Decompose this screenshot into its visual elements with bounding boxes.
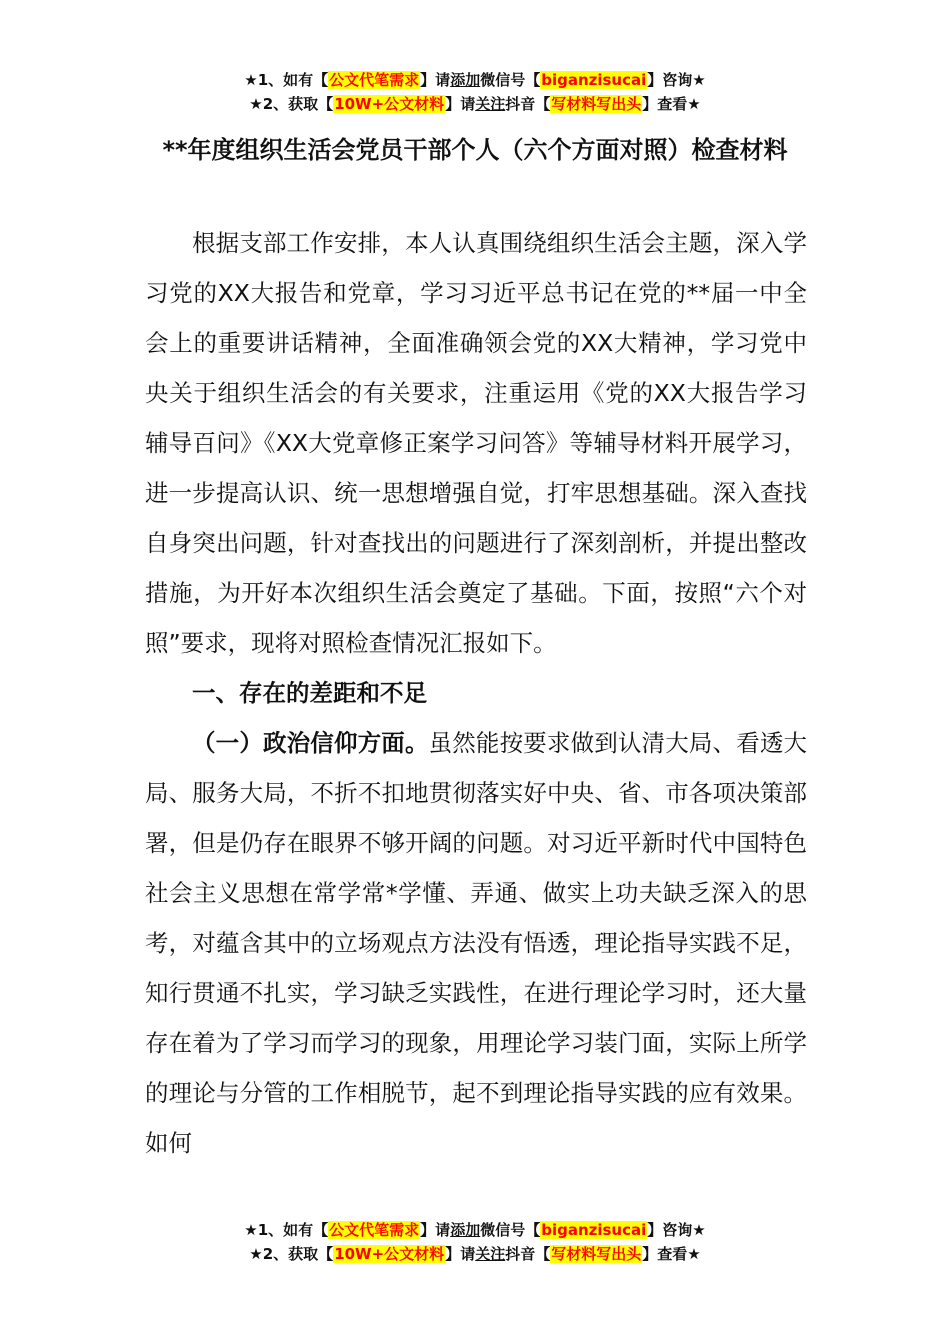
document-body	[145, 218, 807, 1168]
promo-line-1	[0, 68, 950, 92]
document-title: **年度组织生活会党员干部个人（六个方面对照）检查材料	[162, 136, 788, 164]
promo-underline: 添加	[450, 71, 481, 89]
promo-underline: 关注	[475, 95, 506, 113]
promo-highlight: biganzisucai	[541, 71, 647, 89]
promo-text: 】查看★	[642, 95, 701, 113]
promo-text: 抖音【	[505, 95, 551, 113]
promo-highlight: 写材料写出头	[551, 1245, 642, 1263]
promo-line-2	[0, 92, 950, 116]
promo-highlight: 写材料写出头	[551, 95, 642, 113]
promo-text: 微信号【	[480, 71, 541, 89]
promo-underline: 关注	[475, 1245, 506, 1263]
promo-text: 抖音【	[505, 1245, 551, 1263]
promo-highlight: biganzisucai	[541, 1221, 647, 1239]
sub-section-text: 虽然能按要求做到认清大局、看透大局、服务大局，不折不扣地贯彻落实好中央、省、市各项决策部署，但是仍存在眼界不够开阔的问题。对习近平新时代中国特色社会主义思想在常学常*学懂、弄通、做实上功夫缺乏深入的思考，对蕴含其中的立场观点方法没有悟透，理论指导实践不足，知行贯通不扎实，学习缺乏实践性，在进行理论学习时，还大量存在着为了学习而学习的现象，用理论学习装门面，实际上所学的理论与分管的工作相脱节，起不到理论指导实践的应有效果。如何	[145, 729, 808, 1157]
promo-text: 微信号【	[480, 1221, 541, 1239]
promo-highlight: 10W+公文材料	[334, 1245, 445, 1263]
promo-text: ★2、获取【	[249, 1245, 334, 1263]
sub-section-lead: （一）政治信仰方面。	[192, 729, 429, 757]
promo-text: ★2、获取【	[249, 95, 334, 113]
promo-highlight: 公文代笔需求	[329, 71, 420, 89]
promo-text: 】查看★	[642, 1245, 701, 1263]
promo-text: ★1、如有【	[244, 71, 329, 89]
promo-text: 】咨询★	[647, 1221, 706, 1239]
promo-line-1	[0, 1218, 950, 1242]
promo-underline: 添加	[450, 1221, 481, 1239]
promo-text: 】咨询★	[647, 71, 706, 89]
promo-highlight: 10W+公文材料	[334, 95, 445, 113]
promo-text: ★1、如有【	[244, 1221, 329, 1239]
promo-text: 】请	[445, 1245, 476, 1263]
promo-line-2	[0, 1242, 950, 1266]
sub-section-paragraph	[145, 718, 807, 1168]
promo-text: 】请	[420, 1221, 451, 1239]
promo-highlight: 公文代笔需求	[329, 1221, 420, 1239]
promo-text: 】请	[445, 95, 476, 113]
promo-banner-top	[0, 68, 950, 116]
section-heading: 一、存在的差距和不足	[192, 679, 427, 707]
promo-banner-bottom	[0, 1218, 950, 1266]
promo-text: 】请	[420, 71, 451, 89]
intro-paragraph: 根据支部工作安排，本人认真围绕组织生活会主题，深入学习党的XX大报告和党章，学习习近平总书记在党的**届一中全会上的重要讲话精神，全面准确领会党的XX大精神，学习党中央关于组织生活会的有关要求，注重运用《党的XX大报告学习辅导百问》《XX大党章修正案学习问答》等辅导材料开展学习，进一步提高认识、统一思想增强自觉，打牢思想基础。深入查找自身突出问题，针对查找出的问题进行了深刻剖析，并提出整改措施，为开好本次组织生活会奠定了基础。下面，按照“六个对照”要求，现将对照检查情况汇报如下。	[145, 229, 807, 657]
